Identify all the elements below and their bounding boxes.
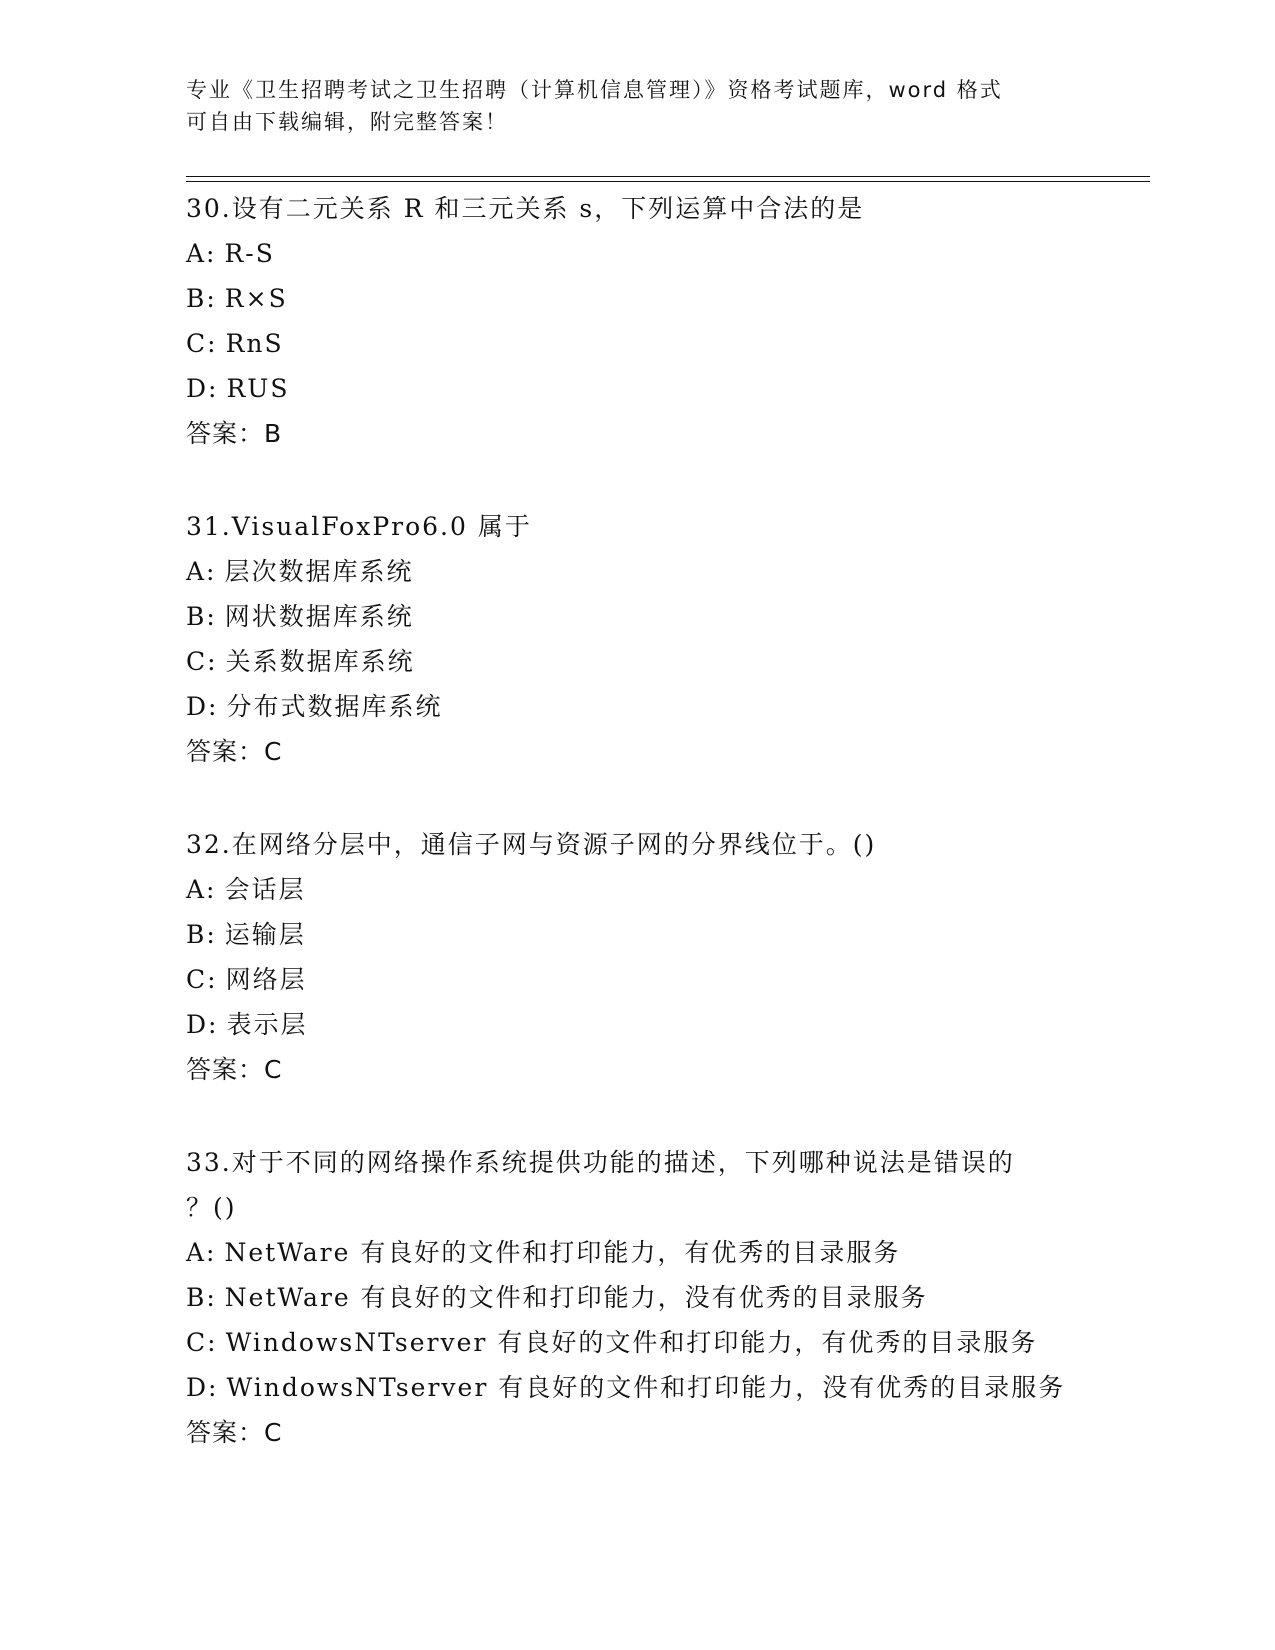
option-text: 网状数据库系统 <box>224 602 414 631</box>
option-text: 会话层 <box>224 875 306 904</box>
option-b <box>186 1275 1086 1320</box>
option-letter: A: <box>186 557 217 586</box>
option-c <box>186 639 1086 684</box>
option-a <box>186 231 1086 276</box>
option-letter: D: <box>186 1373 219 1402</box>
header-line-1: 专业《卫生招聘考试之卫生招聘（计算机信息管理）》资格考试题库，word 格式 <box>186 78 1003 102</box>
header-divider-bottom <box>186 181 1150 182</box>
option-c <box>186 957 1086 1002</box>
option-a <box>186 867 1086 912</box>
option-text: 关系数据库系统 <box>225 647 415 676</box>
question-30 <box>186 186 1086 456</box>
option-letter: B: <box>186 602 217 631</box>
option-text: 运输层 <box>224 920 306 949</box>
document-header <box>186 74 1086 138</box>
option-a <box>186 1230 1086 1275</box>
question-31 <box>186 504 1086 774</box>
option-letter: B: <box>186 284 217 313</box>
question-stem: 33.对于不同的网络操作系统提供功能的描述，下列哪种说法是错误的 <box>186 1148 1015 1177</box>
answer-line: 答案：C <box>186 1418 283 1447</box>
option-letter: A: <box>186 875 217 904</box>
option-c <box>186 1320 1086 1365</box>
option-text: WindowsNTserver 有良好的文件和打印能力，没有优秀的目录服务 <box>226 1373 1066 1402</box>
option-b <box>186 912 1086 957</box>
header-line-2: 可自由下载编辑，附完整答案！ <box>186 110 508 134</box>
option-text: NetWare 有良好的文件和打印能力，没有优秀的目录服务 <box>224 1283 928 1312</box>
option-letter: A: <box>186 1238 217 1267</box>
question-stem-continuation: ？() <box>186 1193 237 1222</box>
answer-line: 答案：C <box>186 1055 283 1084</box>
option-text: 网络层 <box>225 965 307 994</box>
option-letter: C: <box>186 329 218 358</box>
option-text: 分布式数据库系统 <box>226 692 443 721</box>
option-letter: D: <box>186 692 219 721</box>
option-letter: A: <box>186 239 217 268</box>
option-text: R×S <box>224 284 288 313</box>
option-text: WindowsNTserver 有良好的文件和打印能力，有优秀的目录服务 <box>225 1328 1038 1357</box>
option-d <box>186 1365 1086 1410</box>
option-letter: B: <box>186 1283 217 1312</box>
answer-line: 答案：C <box>186 737 283 766</box>
question-stem: 32.在网络分层中，通信子网与资源子网的分界线位于。() <box>186 830 877 859</box>
option-d <box>186 366 1086 411</box>
option-text: NetWare 有良好的文件和打印能力，有优秀的目录服务 <box>224 1238 901 1267</box>
option-letter: D: <box>186 374 219 403</box>
option-text: R-S <box>224 239 275 268</box>
option-letter: C: <box>186 647 218 676</box>
question-stem: 30.设有二元关系 R 和三元关系 s，下列运算中合法的是 <box>186 194 865 223</box>
header-divider-top <box>186 176 1150 177</box>
option-text: RUS <box>226 374 290 403</box>
question-32 <box>186 822 1086 1092</box>
option-letter: C: <box>186 1328 218 1357</box>
option-a <box>186 549 1086 594</box>
option-letter: D: <box>186 1010 219 1039</box>
question-stem: 31.VisualFoxPro6.0 属于 <box>186 512 532 541</box>
option-c <box>186 321 1086 366</box>
option-text: 层次数据库系统 <box>224 557 414 586</box>
question-33 <box>186 1140 1086 1455</box>
option-letter: C: <box>186 965 218 994</box>
option-d <box>186 1002 1086 1047</box>
option-b <box>186 276 1086 321</box>
option-text: RnS <box>225 329 284 358</box>
option-text: 表示层 <box>226 1010 308 1039</box>
option-letter: B: <box>186 920 217 949</box>
answer-line: 答案：B <box>186 419 283 448</box>
option-b <box>186 594 1086 639</box>
option-d <box>186 684 1086 729</box>
